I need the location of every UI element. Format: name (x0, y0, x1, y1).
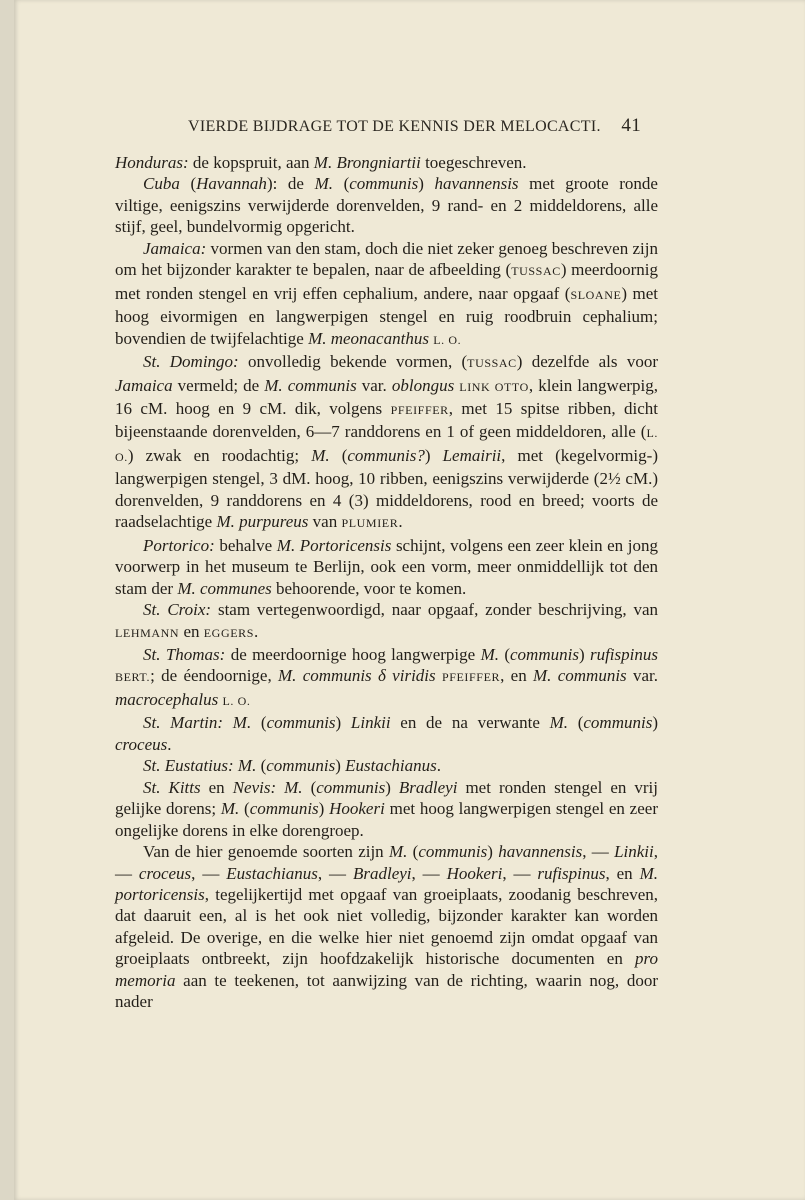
paragraph (115, 712, 658, 755)
italic-run: Eustachianus (345, 756, 437, 776)
italic-run: M. (388, 842, 408, 862)
italic-run: M. meonacanthus (308, 328, 429, 348)
italic-run: Nevis: (232, 777, 277, 797)
text-run: ) (318, 799, 330, 819)
italic-run: communis? (347, 445, 425, 465)
italic-run: macrocephalus (115, 689, 219, 709)
italic-run: M. communis (533, 666, 627, 686)
text-run: ) (578, 644, 590, 664)
text-run: , met (kegelvormig-) langwerpigen stengel, 3 dM. hoog, 10 ribben, eenigszins verwijderde (2½ cM.) dorenvelden, 9 randdorens en 4 (3) middeldorens, rood en breed; voorts de raadselachtige (115, 445, 658, 532)
text-run: vermeld; de (172, 375, 265, 395)
italic-run: pro memoria (115, 949, 658, 990)
italic-run: Jamaica: (143, 238, 207, 258)
text-run: vormen van den stam, doch die niet zeker genoeg beschreven zijn om het bijzonder karakter te bepalen, naar de afbeelding ( (115, 238, 658, 280)
italic-run: croceus (115, 734, 168, 754)
text-run: . (167, 734, 172, 754)
small-caps-run: L. O. (433, 332, 462, 347)
text-run: met hoog langwerpigen stengel en zeer ongelijke dorens in elke dorengroep. (115, 799, 658, 840)
small-caps-run: L. O. (222, 693, 251, 708)
text-run: en (179, 621, 204, 641)
small-caps-run: LINK OTTO (459, 379, 529, 394)
text-run: behoorende, voor te komen. (271, 578, 467, 598)
italic-run: Bradleyi (398, 777, 458, 797)
italic-run: St. Thomas: (143, 644, 226, 664)
italic-run: Lemairii (442, 445, 502, 465)
italic-run: M. communis (264, 375, 357, 395)
italic-run: Linkii (350, 713, 391, 733)
text-run: var. (356, 375, 392, 395)
text-run: ( (239, 799, 250, 819)
text-run: ( (251, 713, 267, 733)
italic-run: Havannah (196, 174, 267, 194)
italic-run: rufispinus (537, 863, 606, 883)
italic-run: M. purpureus (216, 512, 309, 532)
paragraph (115, 599, 658, 644)
italic-run: M. (232, 713, 252, 733)
text-run: ) (335, 756, 346, 776)
italic-run: havannensis (434, 174, 519, 194)
text-run: ( (256, 756, 267, 776)
italic-run: M. Brongniartii (313, 153, 421, 172)
italic-run: communis (266, 756, 336, 776)
italic-run: M. (311, 445, 330, 465)
book-page (14, 0, 805, 1200)
paragraph (115, 777, 658, 841)
paragraph (115, 644, 658, 712)
small-caps-run: L. O. (115, 426, 658, 464)
italic-run: Bradleyi (352, 863, 412, 883)
text-run: , — (191, 863, 227, 883)
italic-run: St. Martin: (143, 713, 224, 733)
italic-run: M. communis δ viridis (278, 666, 436, 686)
paragraph (115, 535, 658, 599)
text-run: , — (317, 863, 353, 883)
text-run: ): de (266, 174, 315, 194)
small-caps-run: TUSSAC (511, 264, 561, 279)
paragraph (115, 351, 658, 535)
text-run: , klein langwerpig, 16 cM. hoog en 9 cM. dik, volgens (115, 375, 659, 418)
text-run: , met 15 spitse ribben, dicht bijeenstaande dorenvelden, 6—7 randdorens en 1 of geen middeldoren, alle ( (115, 398, 658, 442)
body-text (115, 152, 658, 1013)
text-run: ; de éendoornige, (150, 666, 279, 686)
text-run: , — (115, 842, 658, 883)
italic-run: St. Domingo: (143, 352, 239, 372)
small-caps-run: TUSSAC (467, 356, 517, 371)
text-run: ( (498, 644, 510, 664)
italic-run: rufispinus (589, 644, 658, 664)
text-run: , — (502, 863, 538, 883)
small-caps-run: SLOANE (570, 287, 622, 302)
text-run: ( (333, 174, 350, 194)
italic-run: oblongus (391, 375, 455, 395)
running-title: VIERDE BIJDRAGE TOT DE KENNIS DER MELOCACTI. (188, 118, 601, 135)
italic-run: communis (316, 777, 386, 797)
small-caps-run: EGGERS (203, 625, 255, 640)
italic-run: communis (349, 174, 419, 194)
text-run: ) met hoog eivormigen en langwerpigen stengel en ruig roodbruin cephalium; bovendien de twijfelachtige (115, 283, 658, 348)
italic-run: M. (284, 777, 303, 797)
italic-run: Eustachianus (226, 863, 318, 883)
paragraph (115, 238, 658, 351)
text-run: , — (582, 842, 615, 862)
text-run (276, 778, 284, 797)
text-run: , en (605, 863, 640, 883)
text-run: ) (652, 713, 658, 733)
italic-run: M. (314, 174, 333, 194)
italic-run: M. (220, 799, 240, 819)
small-caps-run: PFEIFFER (441, 670, 501, 685)
italic-run: St. Croix: (143, 600, 212, 620)
text-run: ) dezelfde als voor (516, 352, 658, 372)
text-run: van (308, 512, 342, 532)
text-run: ( (407, 842, 419, 862)
small-caps-run: BERT. (115, 670, 151, 685)
text-run: ) (335, 713, 351, 733)
text-run: . (254, 621, 259, 641)
italic-run: havannensis (498, 842, 583, 862)
text-run: ) zwak en roodachtig; (127, 445, 312, 465)
italic-run: communis (418, 842, 488, 862)
italic-run: M. communes (177, 578, 272, 598)
small-caps-run: LEHMANN (115, 625, 180, 640)
text-run: de kopspruit, aan (188, 153, 314, 172)
text-run: en de na verwante (390, 713, 550, 733)
text-run: aan te teekenen, tot aanwijzing van de richting, waarin nog, door nader (115, 970, 658, 1012)
text-run: met groote ronde viltige, eenigszins verwijderde dorenvelden, 9 rand- en 2 middeldorens, alle stijf, geel, bundelvormig opgericht. (115, 174, 658, 237)
text-run: , — (411, 863, 447, 883)
italic-run: communis (266, 713, 336, 733)
text-run: met ronden stengel en vrij gelijke dorens; (115, 777, 658, 819)
text-run: ) (424, 445, 443, 465)
page-number: 41 (621, 115, 641, 136)
italic-run: M. (549, 713, 568, 733)
text-run: stam vertegenwoordigd, naar opgaaf, zonder beschrijving, van (211, 600, 658, 620)
text-run: toegeschreven. (420, 153, 527, 172)
paragraph (115, 152, 658, 173)
italic-run: St. Kitts (143, 777, 201, 797)
text-run: de meerdoornige hoog langwerpige (225, 644, 481, 664)
text-run: var. (626, 666, 658, 686)
italic-run: Hookeri (329, 799, 385, 819)
italic-run: St. Eustatius: (143, 756, 234, 776)
text-run: ( (568, 713, 584, 733)
italic-run: communis (583, 713, 653, 733)
text-run: , tegelijkertijd met opgaaf van groeiplaats, zoodanig beschreven, dat daaruit een, al is het ook niet volledig, bijzonder karakter kan worden afgeleid. De overige, en die welke hier niet genoemd zijn omdat opgaaf van groeiplaats ontbreekt, zijn hoofdzakelijk historische documenten en (115, 884, 658, 969)
italic-run: communis (249, 799, 319, 819)
small-caps-run: PFEIFFER (390, 402, 449, 417)
text-run: , en (500, 666, 534, 686)
italic-run: M. portoricensis (115, 863, 659, 904)
text-run: behalve (214, 535, 277, 555)
italic-run: Portorico: (143, 535, 215, 555)
small-caps-run: PLUMIER (341, 516, 399, 531)
italic-run: Honduras: (115, 153, 189, 172)
text-run (223, 713, 233, 732)
italic-run: Hookeri (446, 863, 503, 883)
text-run: . (436, 756, 441, 776)
text-run: en (200, 777, 233, 797)
text-run: . (398, 512, 403, 532)
italic-run: M. (237, 756, 257, 776)
italic-run: Jamaica (115, 375, 173, 395)
italic-run: communis (510, 644, 579, 664)
text-run: ) (385, 777, 399, 797)
italic-run: Linkii (614, 842, 654, 862)
text-run: schijnt, volgens een zeer klein en jong voorwerp in het museum te Berlijn, ook een vorm, meer onmiddellijk tot den stam der (115, 535, 658, 598)
italic-run: Cuba (143, 174, 180, 194)
paragraph (115, 755, 658, 776)
text-run: ( (179, 174, 197, 194)
italic-run: M. (480, 644, 499, 664)
text-run: ) (487, 842, 499, 862)
italic-run: croceus (138, 863, 192, 883)
text-run: ) meerdoornig met ronden stengel en vrij effen cephalium, andere, naar opgaaf ( (115, 260, 658, 303)
paragraph (115, 173, 658, 237)
italic-run: M. Portoricensis (276, 535, 392, 555)
text-run: ) (418, 174, 435, 194)
text-run: onvolledig bekende vormen, ( (238, 352, 468, 372)
text-run: ( (329, 445, 348, 465)
paragraph (115, 841, 658, 1013)
text-run: Van de hier genoemde soorten zijn (143, 842, 389, 862)
text-run: ( (302, 777, 317, 797)
